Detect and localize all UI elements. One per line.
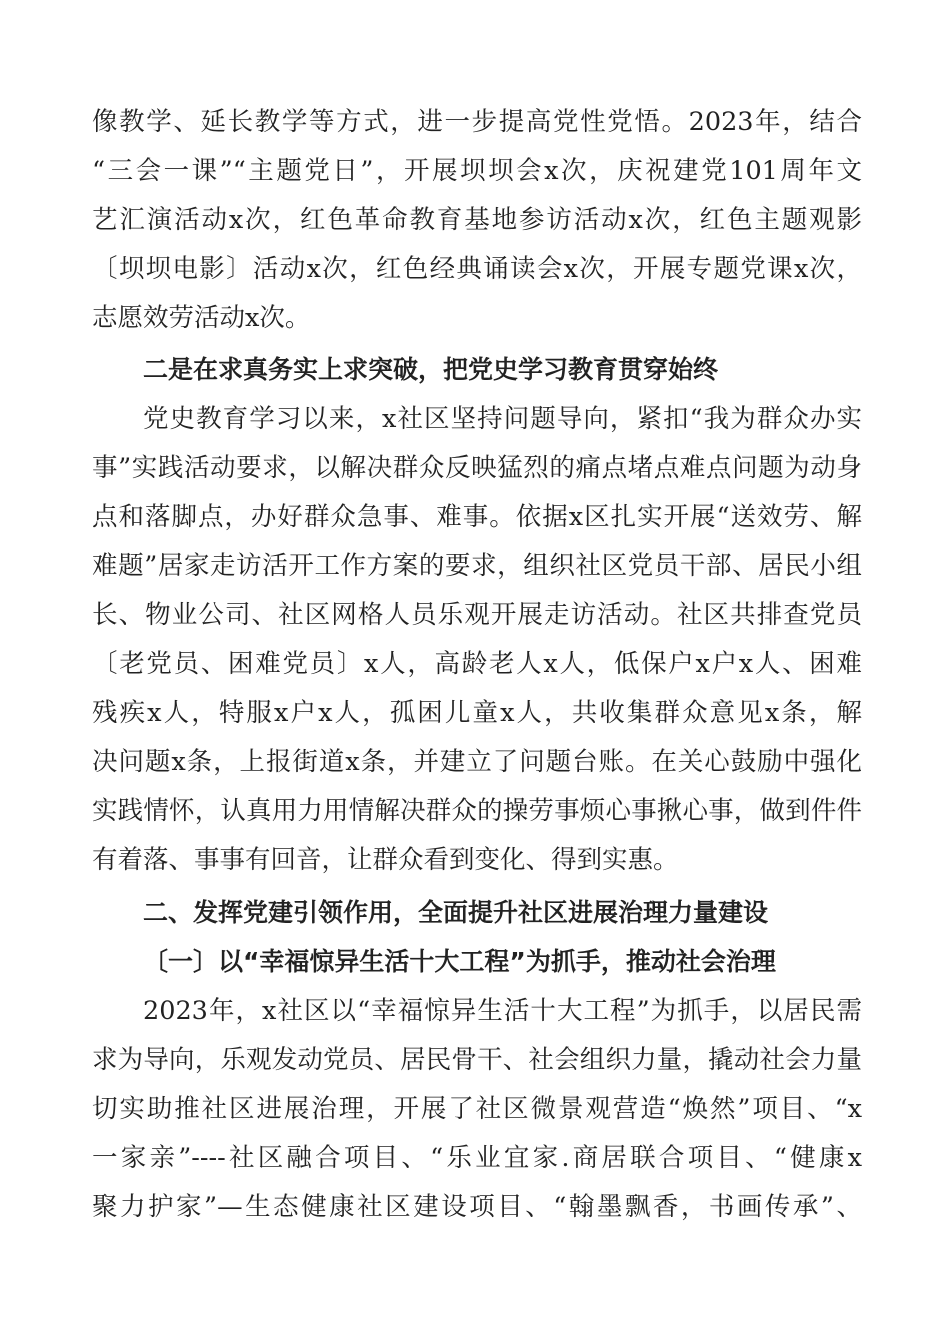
paragraph-2-line-6: 〔老党员、困难党员〕x人，高龄老人x人，低保户x户x人、困难 <box>92 649 862 679</box>
paragraph-3-line-1: 2023年，x社区以“幸福惊异生活十大工程”为抓手，以居民需 <box>143 996 862 1026</box>
paragraph-1-line-1: 像教学、延长教学等方式，进一步提高党性党悟。2023年，结合 <box>92 107 862 137</box>
paragraph-2-line-8: 决问题x条，上报街道x条，并建立了问题台账。在关心鼓励中强化 <box>92 747 862 777</box>
paragraph-3-line-5: 聚力护家”—生态健康社区建设项目、“翰墨飘香，书画传承”、 <box>92 1192 862 1222</box>
paragraph-3-line-3: 切实助推社区进展治理，开展了社区微景观营造“焕然”项目、“x <box>92 1094 862 1124</box>
section-heading-1: 二是在求真务实上求突破，把党史学习教育贯穿始终 <box>143 355 719 384</box>
section-heading-3: 〔一〕以“幸福惊异生活十大工程”为抓手，推动社会治理 <box>143 947 776 976</box>
paragraph-2-line-5: 长、物业公司、社区网格人员乐观开展走访活动。社区共排查党员 <box>92 600 862 630</box>
paragraph-2-line-1: 党史教育学习以来，x社区坚持问题导向，紧扣“我为群众办实 <box>143 404 862 434</box>
paragraph-1-line-4: 〔坝坝电影〕活动x次，红色经典诵读会x次，开展专题党课x次， <box>92 254 862 284</box>
paragraph-1-line-2: “三会一课”“主题党日”，开展坝坝会x次，庆祝建党101周年文 <box>92 156 862 186</box>
paragraph-2-line-9: 实践情怀，认真用力用情解决群众的操劳事烦心事揪心事，做到件件 <box>92 796 862 826</box>
section-heading-2: 二、发挥党建引领作用，全面提升社区进展治理力量建设 <box>143 898 769 927</box>
paragraph-1-line-3: 艺汇演活动x次，红色革命教育基地参访活动x次，红色主题观影 <box>92 205 862 235</box>
paragraph-2-line-2: 事”实践活动要求，以解决群众反映猛烈的痛点堵点难点问题为动身 <box>92 453 862 483</box>
paragraph-3-line-2: 求为导向，乐观发动党员、居民骨干、社会组织力量，撬动社会力量 <box>92 1045 862 1075</box>
paragraph-2-line-3: 点和落脚点，办好群众急事、难事。依据x区扎实开展“送效劳、解 <box>92 502 862 532</box>
paragraph-1-line-5: 志愿效劳活动x次。 <box>92 303 311 333</box>
paragraph-2-line-4: 难题”居家走访活开工作方案的要求，组织社区党员干部、居民小组 <box>92 551 862 581</box>
paragraph-2-line-10: 有着落、事事有回音，让群众看到变化、得到实惠。 <box>92 845 679 875</box>
paragraph-2-line-7: 残疾x人，特服x户x人，孤困儿童x人，共收集群众意见x条，解 <box>92 698 862 728</box>
paragraph-3-line-4: 一家亲”----社区融合项目、“乐业宜家.商居联合项目、“健康x <box>92 1143 862 1173</box>
